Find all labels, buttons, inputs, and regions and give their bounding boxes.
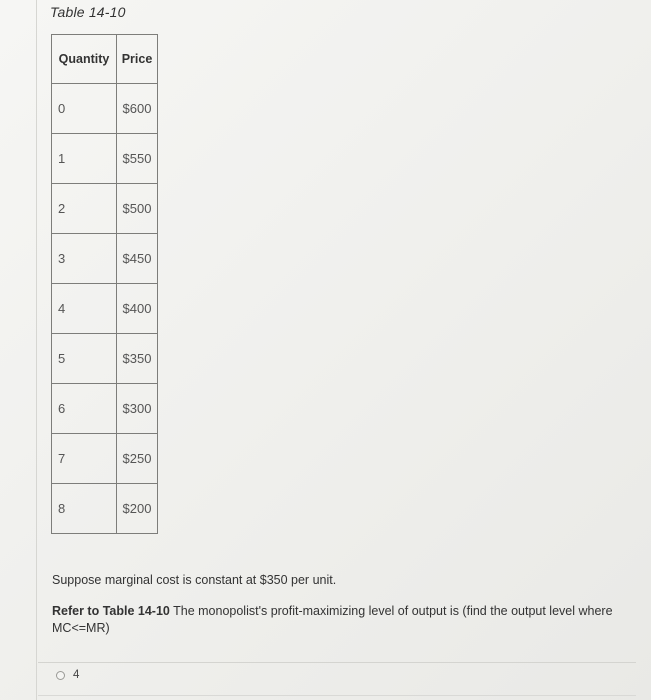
table-row — [52, 134, 158, 184]
radio-button[interactable] — [56, 671, 65, 680]
price-cell: $550 — [117, 134, 158, 184]
price-cell: $500 — [117, 184, 158, 234]
price-cell: $200 — [117, 484, 158, 534]
quantity-cell: 0 — [52, 84, 117, 134]
question-stem: Suppose marginal cost is constant at $350 per unit. — [52, 573, 337, 587]
content-border — [36, 0, 37, 700]
table-row — [52, 384, 158, 434]
quantity-cell: 7 — [52, 434, 117, 484]
price-cell: $350 — [117, 334, 158, 384]
table-row — [52, 184, 158, 234]
table-row — [52, 484, 158, 534]
quantity-price-table — [51, 34, 158, 534]
table-row — [52, 284, 158, 334]
quantity-header: Quantity — [52, 35, 117, 84]
answer-divider-bottom — [38, 695, 636, 696]
answer-option[interactable] — [56, 669, 79, 681]
quantity-cell: 5 — [52, 334, 117, 384]
question-body: The monopolist's profit-maximizing level of output is (find the output level where MC<=MR) — [52, 604, 613, 635]
price-header: Price — [117, 35, 158, 84]
quantity-cell: 6 — [52, 384, 117, 434]
quantity-cell: 2 — [52, 184, 117, 234]
table-header-row — [52, 35, 158, 84]
table-row — [52, 334, 158, 384]
table-row — [52, 84, 158, 134]
quantity-cell: 4 — [52, 284, 117, 334]
quantity-cell: 1 — [52, 134, 117, 184]
price-cell: $250 — [117, 434, 158, 484]
price-cell: $400 — [117, 284, 158, 334]
price-cell: $600 — [117, 84, 158, 134]
question-text — [52, 603, 622, 637]
quantity-cell: 8 — [52, 484, 117, 534]
table-title: Table 14-10 — [50, 4, 126, 20]
table-row — [52, 434, 158, 484]
answer-option-label: 4 — [73, 669, 80, 681]
price-cell: $300 — [117, 384, 158, 434]
table-reference: Refer to Table 14-10 — [52, 604, 170, 618]
price-cell: $450 — [117, 234, 158, 284]
table-row — [52, 234, 158, 284]
quantity-cell: 3 — [52, 234, 117, 284]
answer-divider — [38, 662, 636, 663]
